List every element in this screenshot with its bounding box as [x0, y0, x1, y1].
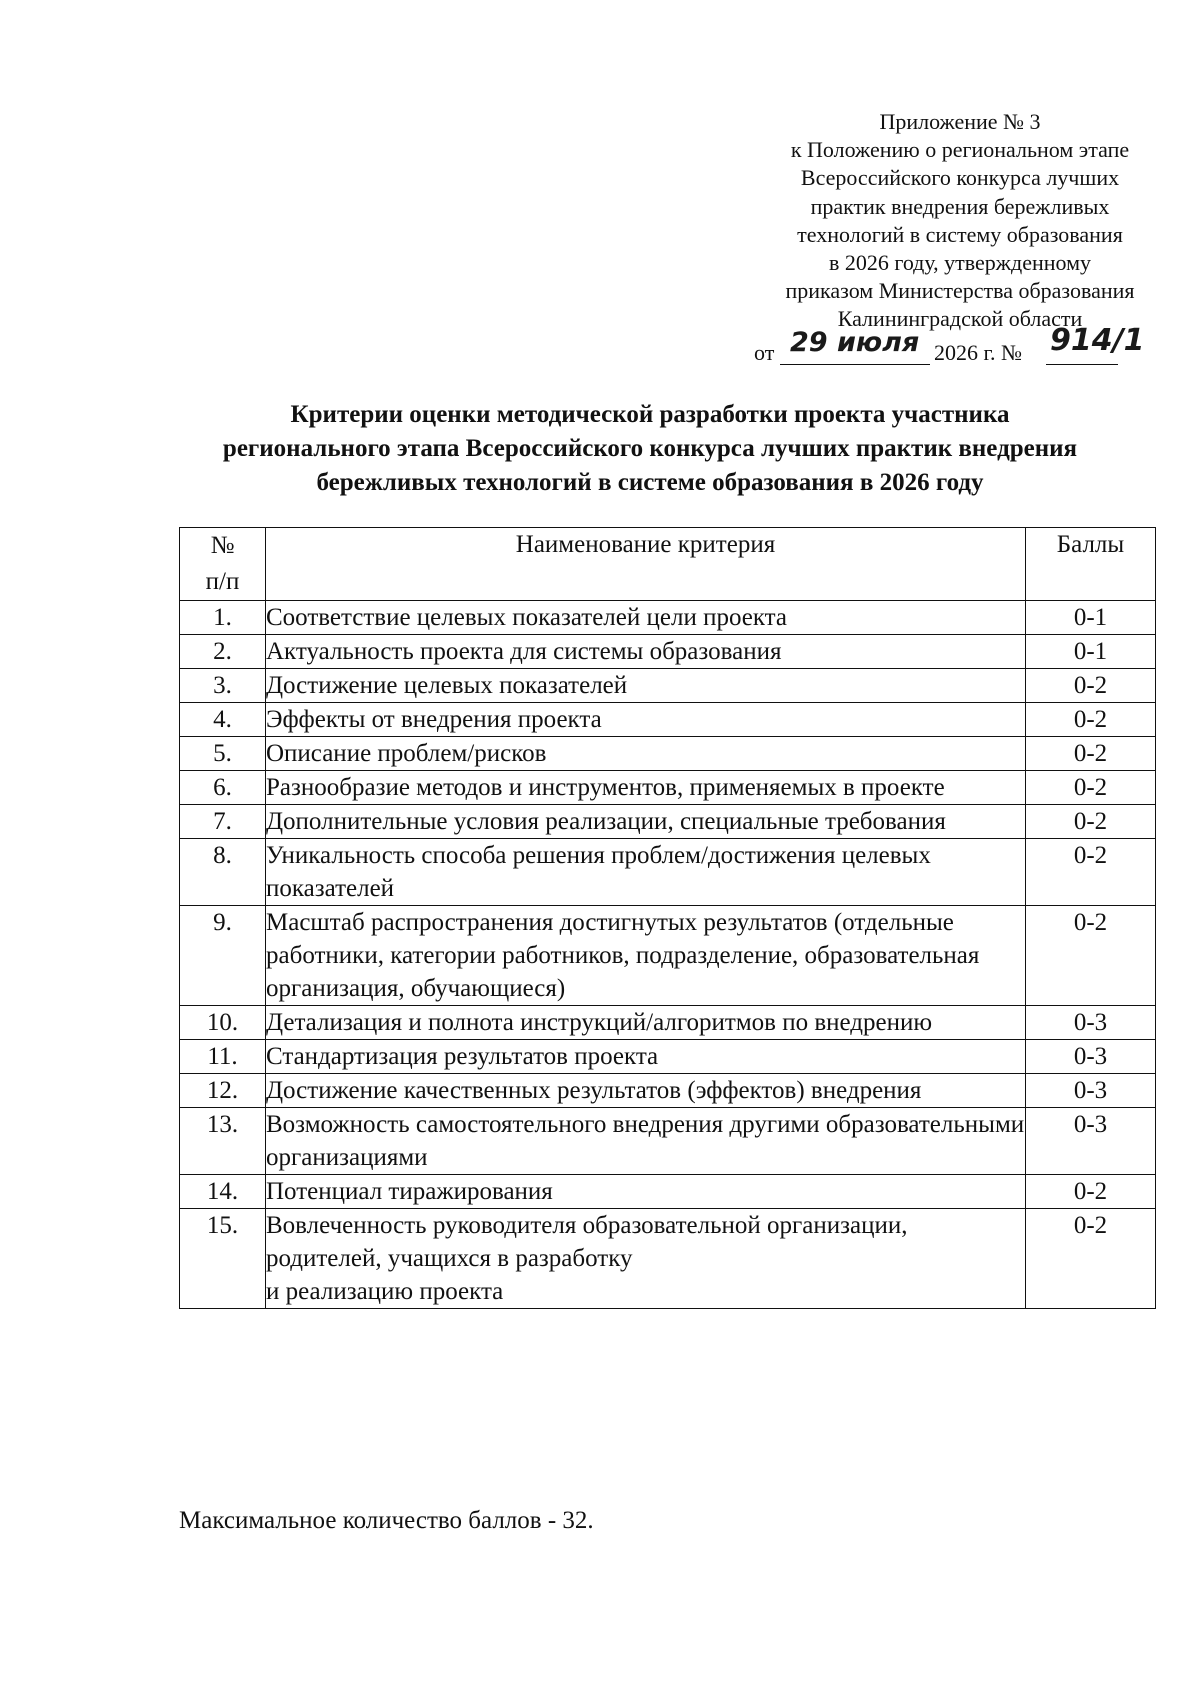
header-criterion-name: Наименование критерия [266, 528, 1026, 601]
appendix-line: Всероссийского конкурса лучших [800, 165, 1120, 191]
criterion-name: Детализация и полнота инструкций/алгоритмов по внедрению [266, 1006, 1026, 1040]
criterion-name: Стандартизация результатов проекта [266, 1040, 1026, 1074]
criterion-score: 0-1 [1026, 601, 1156, 635]
table-row [180, 771, 1156, 805]
table-row [180, 1108, 1156, 1175]
appendix-header [740, 108, 1180, 334]
handwritten-number: 914/1 [1050, 323, 1145, 358]
handwritten-date: 29 июля [790, 327, 920, 358]
row-number: 14. [180, 1175, 266, 1209]
header-number-line2: п/п [205, 568, 240, 595]
row-number: 2. [180, 635, 266, 669]
row-number: 4. [180, 703, 266, 737]
criterion-name: Дополнительные условия реализации, специальные требования [266, 805, 1026, 839]
row-number: 7. [180, 805, 266, 839]
table-row [180, 805, 1156, 839]
criterion-score: 0-3 [1026, 1074, 1156, 1108]
appendix-line: в 2026 году, утвержденному [828, 250, 1092, 276]
table-row [180, 1175, 1156, 1209]
table-row [180, 1074, 1156, 1108]
max-score-note: Максимальное количество баллов - 32. [179, 1507, 594, 1534]
header-number-line1: № [210, 532, 235, 559]
table-row [180, 839, 1156, 906]
criterion-name: Описание проблем/рисков [266, 737, 1026, 771]
criterion-name: Возможность самостоятельного внедрения другими образовательными организациями [266, 1108, 1026, 1175]
criterion-name: Уникальность способа решения проблем/достижения целевых показателей [266, 839, 1026, 906]
appendix-line: Калининградской области [837, 306, 1083, 332]
criterion-name: Соответствие целевых показателей цели проекта [266, 601, 1026, 635]
criterion-score: 0-2 [1026, 1175, 1156, 1209]
table-row [180, 669, 1156, 703]
criterion-name: Вовлеченность руководителя образовательной организации, родителей, учащихся в разработку и реализацию проекта [266, 1209, 1026, 1309]
criteria-body [180, 601, 1156, 1309]
row-number: 6. [180, 771, 266, 805]
table-row [180, 703, 1156, 737]
appendix-line: технологий в систему образования [797, 221, 1123, 247]
criterion-score: 0-3 [1026, 1006, 1156, 1040]
header-number [180, 528, 266, 601]
criteria-table [179, 527, 1156, 1309]
criterion-score: 0-2 [1026, 737, 1156, 771]
row-number: 3. [180, 669, 266, 703]
table-row [180, 1209, 1156, 1309]
criterion-name: Актуальность проекта для системы образования [266, 635, 1026, 669]
title-line: Критерии оценки методической разработки проекта участника [290, 401, 1010, 428]
row-number: 8. [180, 839, 266, 906]
criterion-name: Масштаб распространения достигнутых результатов (отдельные работники, категории работников, подразделение, образовательная организация, обучающиеся) [266, 906, 1026, 1006]
criterion-score: 0-2 [1026, 703, 1156, 737]
criterion-name: Достижение качественных результатов (эффектов) внедрения [266, 1074, 1026, 1108]
criterion-score: 0-2 [1026, 805, 1156, 839]
table-row [180, 1040, 1156, 1074]
criterion-name: Потенциал тиражирования [266, 1175, 1026, 1209]
row-number: 15. [180, 1209, 266, 1309]
criterion-name: Достижение целевых показателей [266, 669, 1026, 703]
criterion-name: Эффекты от внедрения проекта [266, 703, 1026, 737]
appendix-line: Приложение № 3 [879, 109, 1041, 134]
table-row [180, 906, 1156, 1006]
appendix-line: приказом Министерства образования [785, 278, 1135, 304]
criterion-name: Разнообразие методов и инструментов, применяемых в проекте [266, 771, 1026, 805]
criterion-score: 0-2 [1026, 669, 1156, 703]
order-date-line [754, 323, 1174, 367]
criterion-score: 0-3 [1026, 1108, 1156, 1175]
header-score: Баллы [1026, 528, 1156, 601]
title-line: бережливых технологий в системе образования в 2026 году [316, 469, 984, 496]
table-row [180, 737, 1156, 771]
row-number: 10. [180, 1006, 266, 1040]
criterion-score: 0-2 [1026, 771, 1156, 805]
table-row [180, 635, 1156, 669]
criterion-score: 0-1 [1026, 635, 1156, 669]
criterion-score: 0-2 [1026, 839, 1156, 906]
row-number: 11. [180, 1040, 266, 1074]
row-number: 13. [180, 1108, 266, 1175]
row-number: 12. [180, 1074, 266, 1108]
title-line: регионального этапа Всероссийского конкурса лучших практик внедрения [222, 435, 1078, 462]
table-row [180, 1006, 1156, 1040]
appendix-line: к Положению о региональном этапе [790, 137, 1130, 163]
table-row [180, 601, 1156, 635]
appendix-line: практик внедрения бережливых [810, 193, 1110, 219]
row-number: 5. [180, 737, 266, 771]
table-header-row [180, 528, 1156, 601]
criterion-score: 0-2 [1026, 906, 1156, 1006]
row-number: 9. [180, 906, 266, 1006]
row-number: 1. [180, 601, 266, 635]
criterion-score: 0-3 [1026, 1040, 1156, 1074]
criterion-score: 0-2 [1026, 1209, 1156, 1309]
document-title [150, 398, 1150, 500]
year-text: 2026 г. № [934, 340, 1023, 365]
date-prefix: от [754, 340, 775, 365]
